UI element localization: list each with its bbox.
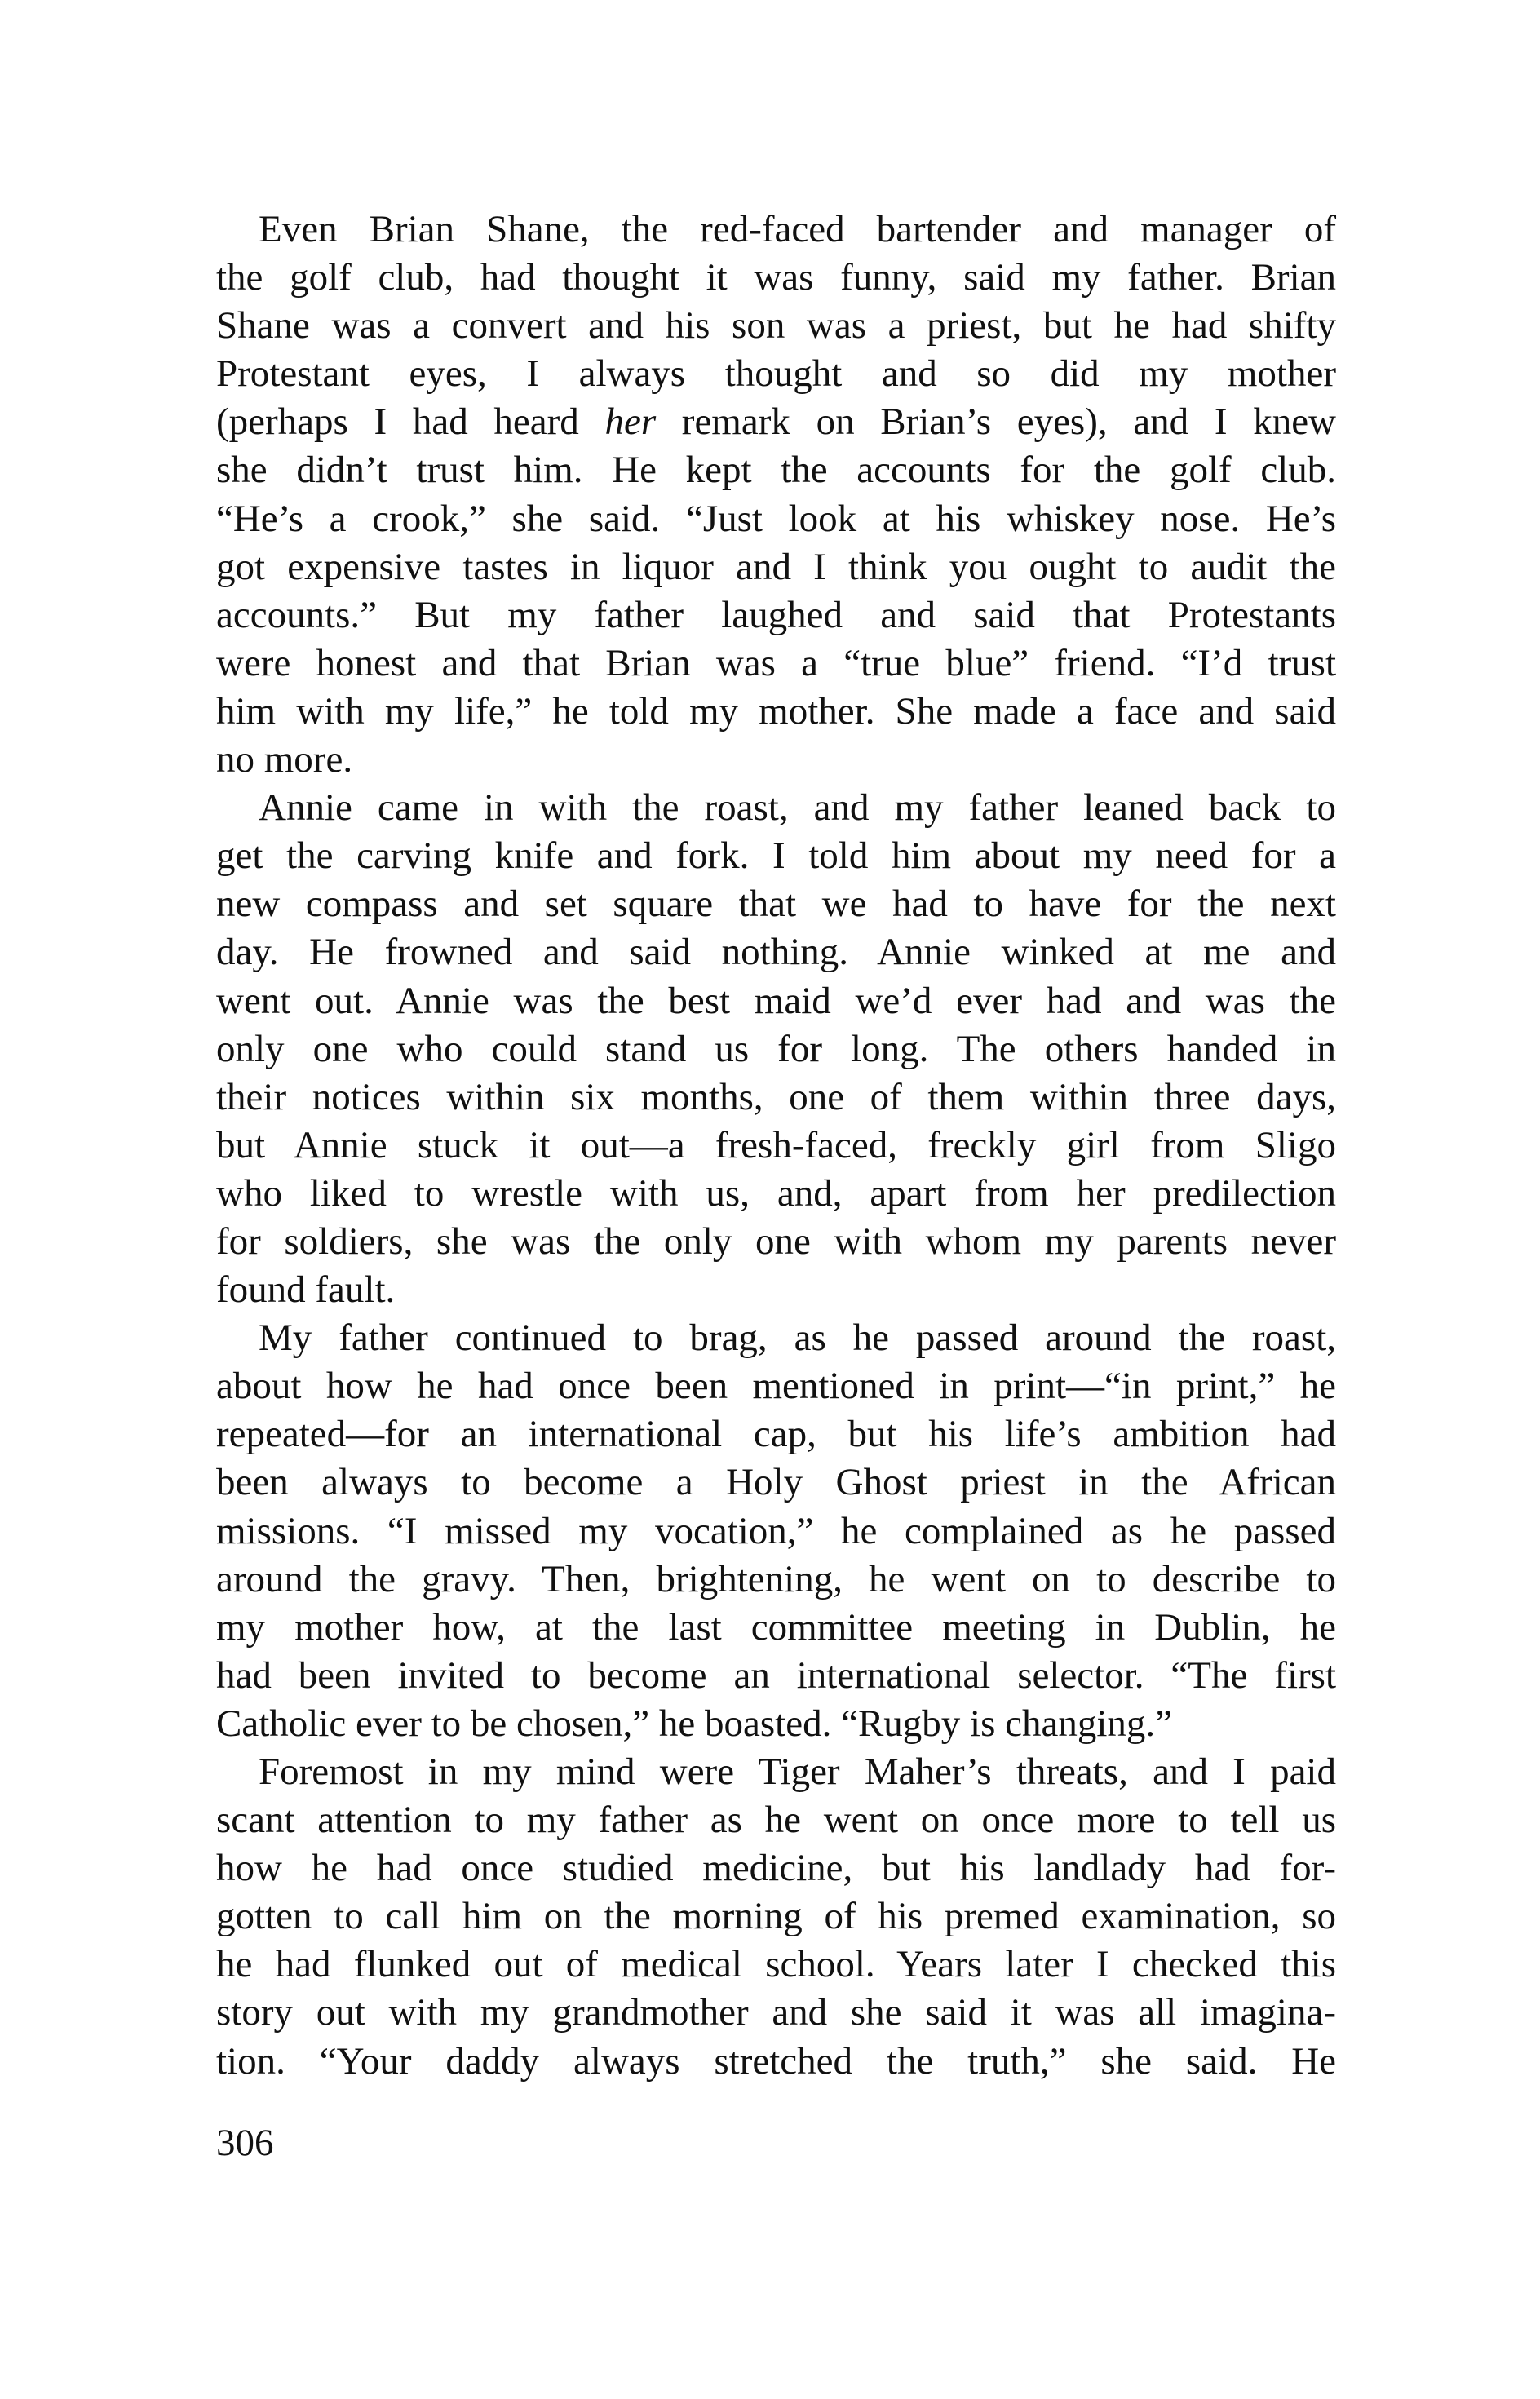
text-line: been always to become a Holy Ghost priest in the African — [216, 1461, 1336, 1504]
text-line: the golf club, had thought it was funny, said my father. Brian — [216, 256, 1336, 299]
text-line: how he had once studied medicine, but his landlady had for- — [216, 1847, 1336, 1890]
text-line: Protestant eyes, I always thought and so did my mother — [216, 352, 1336, 396]
text-line: my mother how, at the last committee meeting in Dublin, he — [216, 1605, 1336, 1649]
text-line: tion. “Your daddy always stretched the truth,” she said. He — [216, 2039, 1336, 2083]
emphasis: her — [604, 401, 657, 444]
text-line: day. He frowned and said nothing. Annie winked at me and — [216, 931, 1336, 974]
text-line: went out. Annie was the best maid we’d ever had and was the — [216, 979, 1336, 1022]
text-line: My father continued to brag, as he passed around the roast, — [259, 1317, 1336, 1360]
text-line: (perhaps I had heard her remark on Brian’s eyes), and I knew — [216, 401, 1336, 444]
text-line: for soldiers, she was the only one with whom my parents never — [216, 1219, 1336, 1263]
text-line: new compass and set square that we had to have for the next — [216, 883, 1336, 926]
text-line: he had flunked out of medical school. Years later I checked this — [216, 1943, 1336, 1986]
text-line: Foremost in my mind were Tiger Maher’s threats, and I paid — [259, 1751, 1336, 1793]
text-line: Catholic ever to be chosen,” he boasted. “Rugby is changing.” — [216, 1702, 1173, 1745]
text-line: get the carving knife and fork. I told him about my need for a — [216, 834, 1336, 878]
text-line: got expensive tastes in liquor and I think you ought to audit the — [216, 545, 1336, 588]
text-line: repeated—for an international cap, but his life’s ambition had — [216, 1413, 1336, 1456]
text-line: “He’s a crook,” she said. “Just look at his whiskey nose. He’s — [216, 497, 1336, 540]
text-line: who liked to wrestle with us, and, apart from her predilection — [216, 1171, 1336, 1215]
text-line: story out with my grandmother and she said it was all imagina- — [216, 1991, 1336, 2034]
text-line: gotten to call him on the morning of his premed examination, so — [216, 1895, 1336, 1938]
text-line: had been invited to become an international selector. “The first — [216, 1653, 1336, 1697]
text-line: missions. “I missed my vocation,” he complained as he passed — [216, 1509, 1336, 1552]
text-line: accounts.” But my father laughed and said that Protestants — [216, 593, 1336, 636]
text-line: their notices within six months, one of them within three days, — [216, 1075, 1336, 1118]
text-line: Even Brian Shane, the red-faced bartender and manager of — [259, 208, 1336, 250]
text-line: him with my life,” he told my mother. She made a face and said — [216, 689, 1336, 733]
text-line: but Annie stuck it out—a fresh-faced, freckly girl from Sligo — [216, 1123, 1336, 1166]
text-line: about how he had once been mentioned in print—“in print,” he — [216, 1365, 1336, 1408]
text-line: only one who could stand us for long. The others handed in — [216, 1027, 1336, 1070]
text-line: no more. — [216, 738, 353, 781]
page-number: 306 — [216, 2122, 274, 2164]
text-line: she didn’t trust him. He kept the accounts for the golf club. — [216, 449, 1336, 492]
text-line: Annie came in with the roast, and my father leaned back to — [259, 786, 1336, 830]
text-line: were honest and that Brian was a “true blue” friend. “I’d trust — [216, 641, 1336, 684]
text-line: scant attention to my father as he went on once more to tell us — [216, 1799, 1336, 1842]
text-line: around the gravy. Then, brightening, he went on to describe to — [216, 1557, 1336, 1600]
text-line: Shane was a convert and his son was a priest, but he had shifty — [216, 304, 1336, 347]
text-line: found fault. — [216, 1268, 396, 1312]
body-text — [216, 206, 1336, 2086]
